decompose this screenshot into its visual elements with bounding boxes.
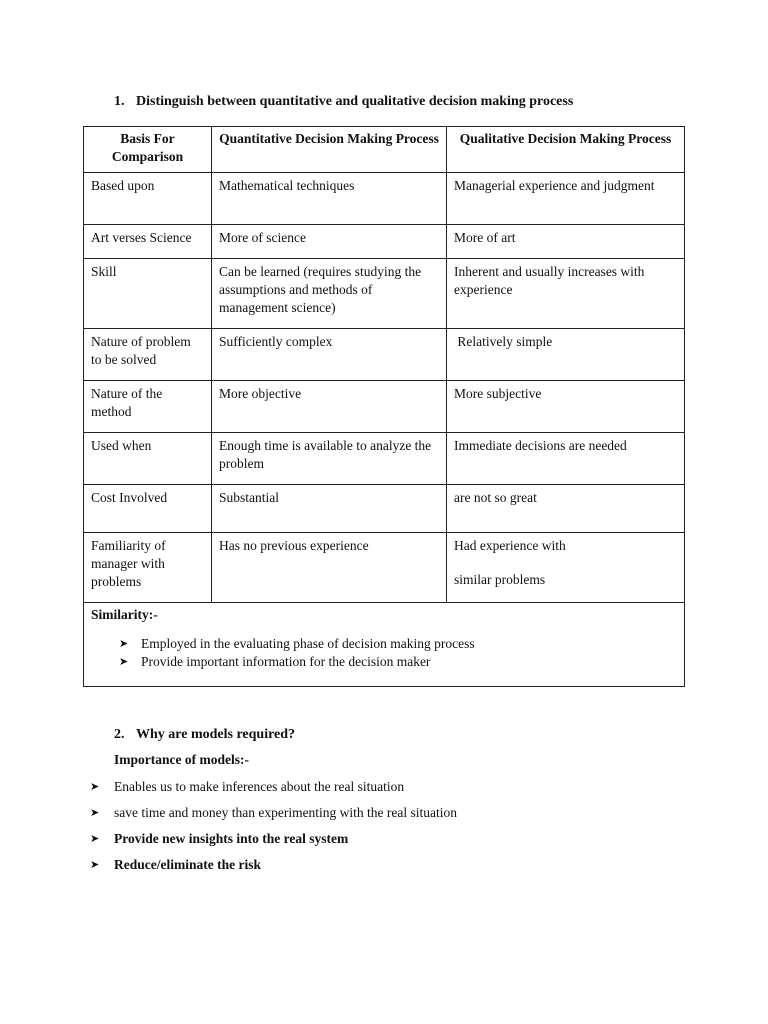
question-2-heading	[114, 727, 295, 743]
arrowhead-bullet-icon: ➤	[119, 637, 129, 650]
row-quantitative: Substantial	[212, 485, 447, 533]
table-row	[84, 485, 685, 533]
models-item-text: Provide new insights into the real system	[114, 831, 349, 846]
row-basis: Used when	[84, 433, 212, 485]
list-item	[90, 856, 457, 882]
similarity-cell	[84, 603, 685, 687]
row-basis: Nature of the method	[84, 381, 212, 433]
row-quantitative: Has no previous experience	[212, 533, 447, 603]
similarity-item-text: Employed in the evaluating phase of decision making process	[141, 636, 475, 651]
list-item	[119, 653, 677, 671]
row-qualitative: are not so great	[447, 485, 685, 533]
row-quantitative: More of science	[212, 225, 447, 259]
list-item	[90, 778, 457, 804]
question-1-title: Distinguish between quantitative and qualitative decision making process	[136, 94, 574, 109]
row-qualitative	[447, 533, 685, 603]
row-qualitative: More of art	[447, 225, 685, 259]
question-1-heading	[114, 94, 573, 110]
row-qualitative: Inherent and usually increases with experience	[447, 259, 685, 329]
table-row	[84, 225, 685, 259]
comparison-table	[83, 126, 685, 687]
table-row	[84, 329, 685, 381]
row-basis: Based upon	[84, 173, 212, 225]
row-qualitative: Managerial experience and judgment	[447, 173, 685, 225]
list-item	[90, 804, 457, 830]
row-basis: Cost Involved	[84, 485, 212, 533]
table-row	[84, 173, 685, 225]
arrowhead-bullet-icon: ➤	[90, 780, 100, 793]
header-qualitative: Qualitative Decision Making Process	[447, 127, 685, 173]
row-qualitative: More subjective	[447, 381, 685, 433]
row-qualitative: Immediate decisions are needed	[447, 433, 685, 485]
arrowhead-bullet-icon: ➤	[90, 858, 100, 871]
models-item-text: Enables us to make inferences about the real situation	[114, 779, 405, 794]
question-2-title: Why are models required?	[136, 727, 296, 742]
importance-subheading: Importance of models:-	[114, 752, 249, 767]
row-quantitative: Sufficiently complex	[212, 329, 447, 381]
table-row	[84, 259, 685, 329]
similarity-list	[91, 635, 677, 671]
table-row	[84, 533, 685, 603]
table-header-row	[84, 127, 685, 173]
row-basis: Familiarity of manager with problems	[84, 533, 212, 603]
row-quantitative: Enough time is available to analyze the problem	[212, 433, 447, 485]
models-importance-list	[90, 778, 457, 882]
row-basis: Skill	[84, 259, 212, 329]
row-qualitative-line-2: similar problems	[454, 572, 546, 587]
row-quantitative: Mathematical techniques	[212, 173, 447, 225]
arrowhead-bullet-icon: ➤	[119, 655, 129, 668]
arrowhead-bullet-icon: ➤	[90, 806, 100, 819]
header-basis: Basis For Comparison	[84, 127, 212, 173]
row-quantitative: More objective	[212, 381, 447, 433]
row-qualitative: Relatively simple	[447, 329, 685, 381]
header-quantitative: Quantitative Decision Making Process	[212, 127, 447, 173]
question-2-number: 2.	[114, 727, 125, 742]
question-1-number: 1.	[114, 94, 125, 109]
table-row	[84, 433, 685, 485]
similarity-title: Similarity:-	[91, 607, 158, 622]
models-item-text: save time and money than experimenting with the real situation	[114, 805, 458, 820]
row-qualitative-line-1: Had experience with	[454, 538, 566, 553]
list-item	[90, 830, 457, 856]
similarity-item-text: Provide important information for the decision maker	[141, 654, 431, 669]
row-quantitative: Can be learned (requires studying the assumptions and methods of management science)	[212, 259, 447, 329]
similarity-row	[84, 603, 685, 687]
row-basis: Nature of problem to be solved	[84, 329, 212, 381]
list-item	[119, 635, 677, 653]
table-row	[84, 381, 685, 433]
row-basis: Art verses Science	[84, 225, 212, 259]
models-item-text: Reduce/eliminate the risk	[114, 857, 261, 872]
arrowhead-bullet-icon: ➤	[90, 832, 100, 845]
